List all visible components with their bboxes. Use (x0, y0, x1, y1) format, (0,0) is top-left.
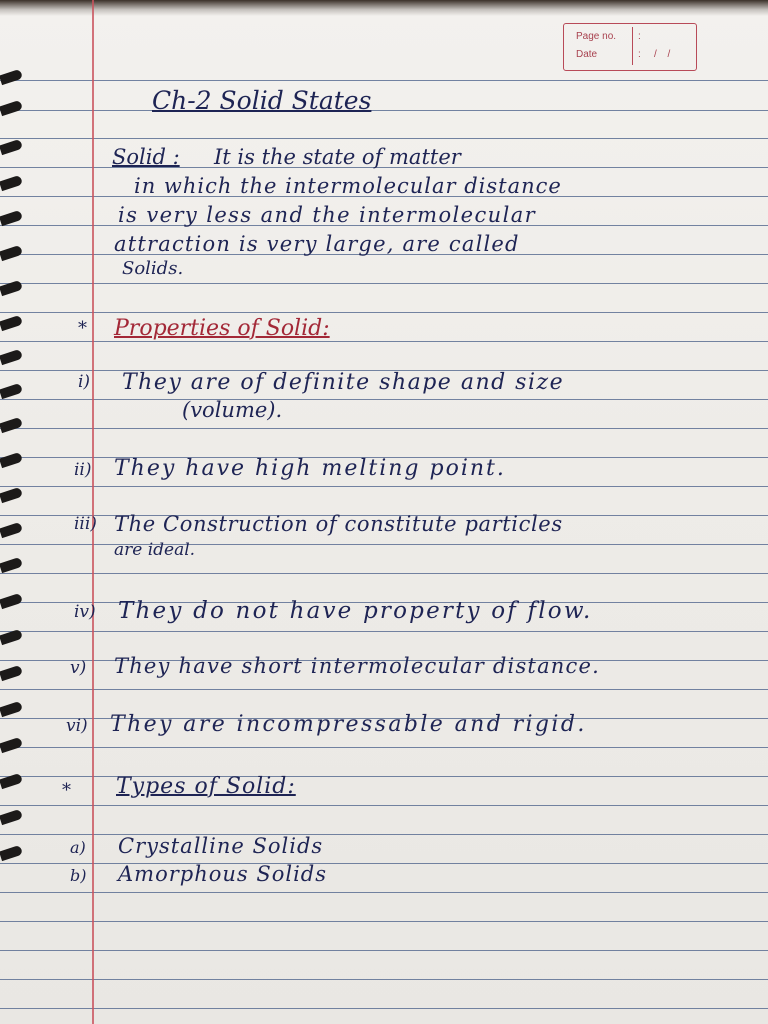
spiral-hole (0, 845, 23, 861)
ruled-line (0, 892, 768, 893)
spiral-hole (0, 383, 23, 399)
definition-term: Solid : (112, 145, 180, 169)
spiral-hole (0, 665, 23, 681)
ruled-line (0, 1008, 768, 1009)
definition-line-2: in which the intermolecular distance (134, 174, 562, 198)
spiral-hole (0, 452, 23, 468)
ruled-line (0, 979, 768, 980)
margin-line (92, 0, 94, 1024)
date-label: Date (576, 49, 598, 60)
spiral-hole (0, 737, 23, 753)
ruled-line (0, 805, 768, 806)
ruled-line (0, 950, 768, 951)
page-date-stamp (563, 23, 697, 71)
spiral-hole (0, 315, 23, 331)
ruled-line (0, 863, 768, 864)
ruled-line (0, 138, 768, 139)
page-no-label: Page no. (576, 31, 617, 42)
ruled-line (0, 312, 768, 313)
spiral-hole (0, 100, 23, 116)
definition-line-1: It is the state of matter (214, 145, 461, 169)
types-bullet: * (62, 780, 71, 801)
spiral-hole (0, 487, 23, 503)
ruled-line (0, 631, 768, 632)
spiral-hole (0, 522, 23, 538)
property-item-3-line-2: are ideal. (114, 540, 196, 560)
ruled-line (0, 110, 768, 111)
property-item-1-line-2: (volume). (182, 398, 283, 422)
spiral-hole (0, 809, 23, 825)
property-number-6: vi) (66, 716, 88, 736)
properties-bullet: * (78, 318, 87, 339)
type-number-1: a) (70, 838, 86, 857)
page-no-colon: : (638, 31, 641, 42)
ruled-line (0, 341, 768, 342)
spiral-hole (0, 593, 23, 609)
spiral-hole (0, 69, 23, 85)
property-number-1: i) (78, 372, 91, 392)
property-number-4: iv) (74, 602, 96, 622)
page-heading: Ch-2 Solid States (152, 86, 372, 115)
property-number-5: v) (70, 658, 87, 678)
spiral-hole (0, 210, 23, 226)
spiral-hole (0, 701, 23, 717)
date-value: / / (654, 49, 675, 60)
ruled-line (0, 689, 768, 690)
spiral-hole (0, 175, 23, 191)
stamp-divider (632, 27, 633, 65)
page-top-shadow (0, 0, 768, 16)
property-item-4: They do not have property of flow. (118, 598, 593, 624)
types-heading: Types of Solid: (116, 774, 296, 799)
spiral-hole (0, 245, 23, 261)
spiral-hole (0, 139, 23, 155)
property-item-2: They have high melting point. (114, 456, 506, 481)
ruled-line (0, 921, 768, 922)
definition-line-5: Solids. (122, 258, 184, 279)
ruled-line (0, 486, 768, 487)
properties-heading: Properties of Solid: (114, 316, 330, 341)
property-number-2: ii) (74, 460, 92, 480)
spiral-hole (0, 557, 23, 573)
spiral-hole (0, 417, 23, 433)
date-colon: : (638, 49, 641, 60)
type-item-1: Crystalline Solids (118, 834, 324, 858)
ruled-line (0, 428, 768, 429)
property-item-3-line-1: The Construction of constitute particles (114, 512, 563, 536)
type-number-2: b) (70, 866, 87, 885)
definition-line-3: is very less and the intermolecular (118, 203, 537, 227)
property-item-5: They have short intermolecular distance. (114, 654, 600, 678)
ruled-line (0, 399, 768, 400)
type-item-2: Amorphous Solids (118, 862, 328, 886)
ruled-line (0, 80, 768, 81)
spiral-hole (0, 349, 23, 365)
property-item-1-line-1: They are of definite shape and size (122, 370, 565, 395)
property-number-3: iii) (74, 514, 97, 534)
ruled-line (0, 573, 768, 574)
ruled-line (0, 747, 768, 748)
definition-line-4: attraction is very large, are called (114, 232, 520, 256)
ruled-line (0, 834, 768, 835)
ruled-line (0, 283, 768, 284)
property-item-6: They are incompressable and rigid. (110, 712, 587, 737)
